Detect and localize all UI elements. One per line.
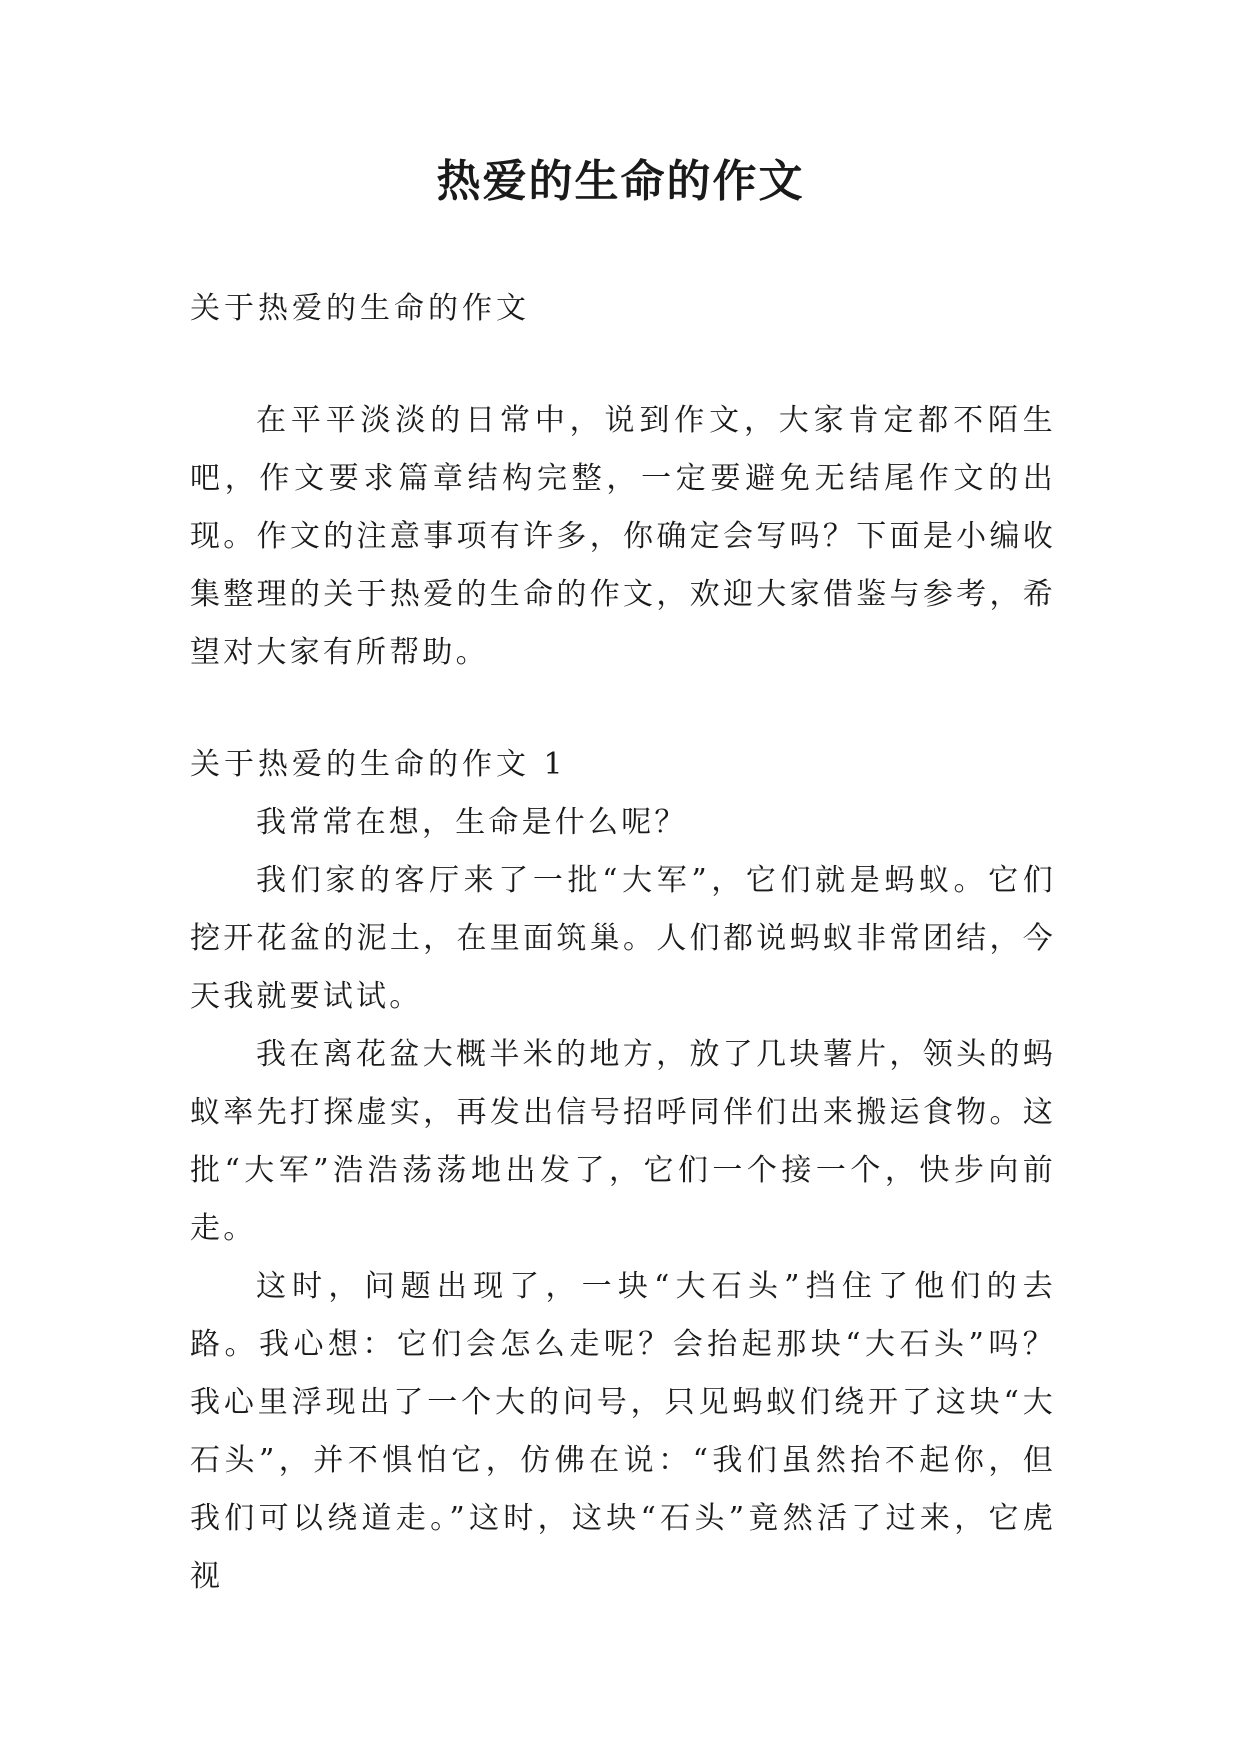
- spacer: [190, 682, 1056, 736]
- essay-paragraph: 我在离花盆大概半米的地方，放了几块薯片，领头的蚂蚁率先打探虚实，再发出信号招呼同伴们出来搬运食物。这批“大军”浩浩荡荡地出发了，它们一个接一个，快步向前走。: [190, 1037, 1056, 1246]
- essay-paragraph: 我们家的客厅来了一批“大军”，它们就是蚂蚁。它们挖开花盆的泥土，在里面筑巢。人们都说蚂蚁非常团结，今天我就要试试。: [190, 863, 1056, 1014]
- essay-heading: 关于热爱的生命的作文 1: [190, 747, 567, 782]
- spacer: [190, 338, 1056, 392]
- essay-paragraph: 这时，问题出现了，一块“大石头”挡住了他们的去路。我心想：它们会怎么走呢？会抬起那块“大石头”吗？我心里浮现出了一个大的问号，只见蚂蚁们绕开了这块“大石头”，并不惧怕它，仿佛在说：“我们虽然抬不起你，但我们可以绕道走。”这时，这块“石头”竟然活了过来，它虎视: [190, 1269, 1056, 1594]
- document-title: 热爱的生命的作文: [436, 156, 805, 207]
- intro-paragraph: 在平平淡淡的日常中，说到作文，大家肯定都不陌生吧，作文要求篇章结构完整，一定要避免无结尾作文的出现。作文的注意事项有许多，你确定会写吗？下面是小编收集整理的关于热爱的生命的作文，欢迎大家借鉴与参考，希望对大家有所帮助。: [190, 403, 1056, 670]
- document-heading: 关于热爱的生命的作文: [190, 291, 530, 326]
- essay-paragraph: 我常常在想，生命是什么呢？: [256, 805, 688, 840]
- document-body: [190, 280, 1056, 1606]
